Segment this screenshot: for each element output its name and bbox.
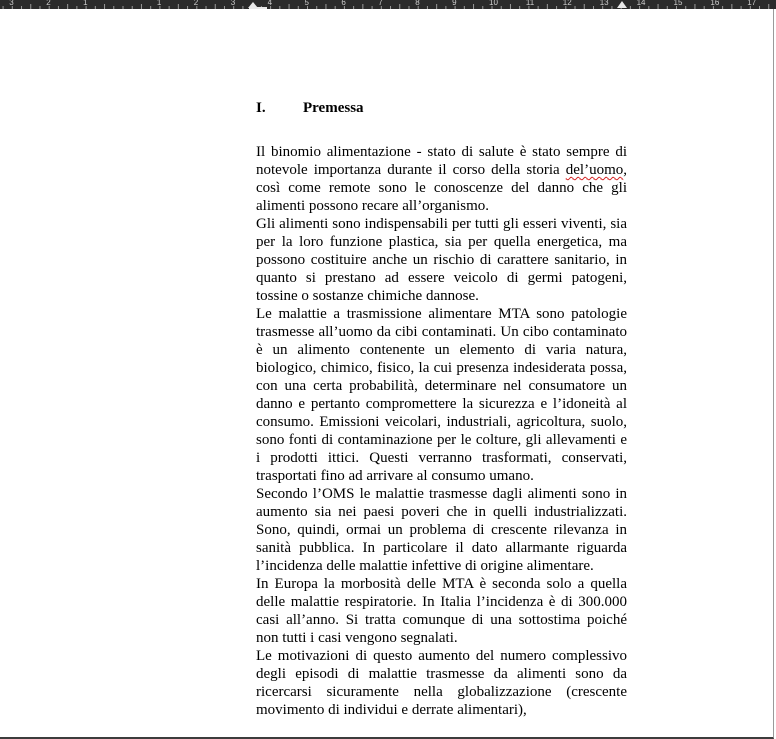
ruler-number: 16: [710, 0, 720, 7]
ruler-number: 1: [83, 0, 88, 7]
ruler-number: 13: [599, 0, 609, 7]
paragraph: Secondo l’OMS le malattie trasmesse dagli alimenti sono in aumento sia nei paesi poveri che in quelli industrializzati. Sono, quindi, ormai un problema di crescente rilevanza in sanità pubblica. In particolare il dato allarmante riguarda l’incidenza delle malattie infettive di origine alimentare.: [256, 486, 627, 574]
ruler-number: 11: [525, 0, 535, 7]
ruler-number: 17: [747, 0, 757, 7]
ruler-number: 15: [673, 0, 683, 7]
heading-number: I.: [256, 100, 266, 116]
ruler-number: 6: [341, 0, 346, 7]
ruler-number: 10: [489, 0, 498, 7]
paragraph: Gli alimenti sono indispensabili per tutti gli esseri viventi, sia per la loro funzione plastica, sia per quella energetica, ma possono costituire anche un rischio di carattere sanitario, in quanto si prestano ad essere veicolo di germi patogeni, tossine o sostanze chimiche dannose.: [256, 216, 627, 304]
ruler-number: 3: [9, 0, 14, 7]
ruler-number: 7: [378, 0, 383, 7]
horizontal-ruler[interactable]: [0, 0, 776, 9]
heading-title: Premessa: [303, 100, 364, 116]
ruler-number: 4: [267, 0, 273, 7]
paragraph: In Europa la morbosità delle MTA è seconda solo a quella delle malattie respiratorie. In Italia l’incidenza è di 300.000 casi all’anno. Si tratta comunque di una sottostima poiché non tutti i casi vengono segnalati.: [256, 576, 627, 646]
ruler-number: 12: [562, 0, 572, 7]
ruler-number: 3: [230, 0, 236, 7]
paragraph: Il binomio alimentazione - stato di salute è stato sempre di notevole importanza durante il corso della storia del’uomo, così come remote sono le conoscenze del danno che gli alimenti possono recare all’organismo.: [256, 144, 627, 214]
spelling-error[interactable]: del’uomo: [565, 162, 624, 178]
document-body[interactable]: [256, 143, 627, 719]
ruler-number: 9: [452, 0, 457, 7]
paragraph: Le malattie a trasmissione alimentare MTA sono patologie trasmesse all’uomo da cibi contaminati. Un cibo contaminato è un alimento contenente un elemento di varia natura, biologico, chimico, fisico, la cui presenza indesiderata possa, con una certa probabilità, determinare nel consumatore un danno e pertanto compromettere la sicurezza e l’idoneità al consumo. Emissioni veicolari, industriali, agricoltura, suolo, sono fonti di contaminazione per le colture, gli allevamenti e i prodotti ittici. Questi verranno trasformati, conservati, trasportati fino ad arrivare al consumo umano.: [256, 306, 627, 484]
paragraph: Le motivazioni di questo aumento del numero complessivo degli episodi di malattie trasmesse da alimenti sono da ricercarsi sicuramente nella globalizzazione (crescente movimento di individui e derrate alimentari),: [256, 648, 627, 718]
section-heading: [256, 98, 364, 118]
ruler-number: 8: [415, 0, 420, 7]
ruler-number: 14: [636, 0, 646, 7]
ruler-ticks: [0, 0, 776, 9]
ruler-number: 5: [304, 0, 309, 7]
ruler-number: 2: [46, 0, 51, 7]
ruler-number: 2: [193, 0, 199, 7]
ruler-number: 1: [156, 0, 162, 7]
right-indent-marker[interactable]: [617, 1, 627, 8]
